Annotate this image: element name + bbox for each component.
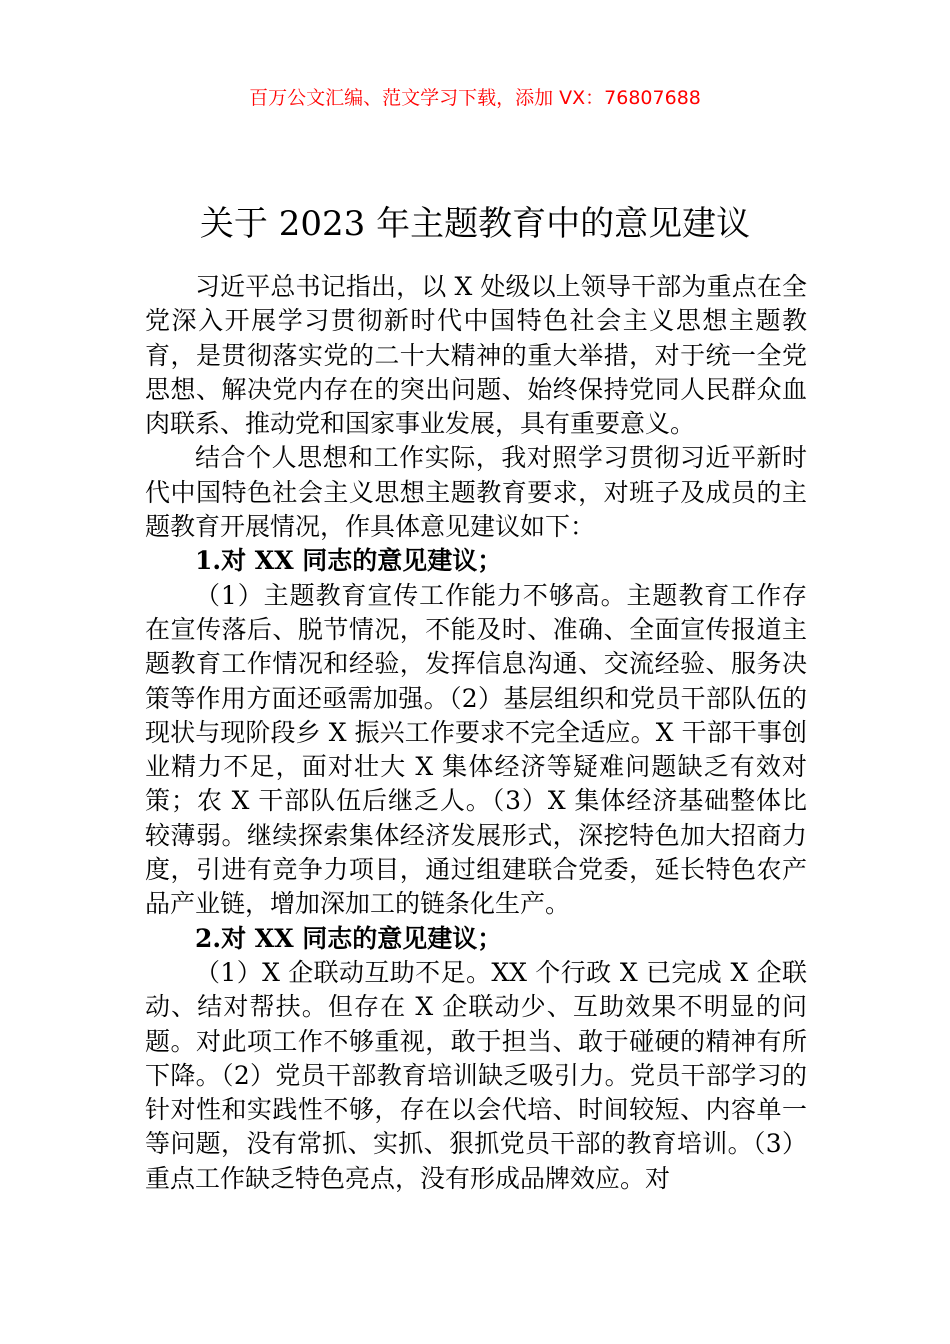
paragraph-suggestions-1: （1）主题教育宣传工作能力不够高。主题教育工作存在宣传落后、脱节情况，不能及时、准确、全面宣传报道主题教育工作情况和经验，发挥信息沟通、交流经验、服务决策等作用方面还亟需加强。（2）基层组织和党员干部队伍的现状与现阶段乡 X 振兴工作要求不完全适应。X 干部干事创业精力不足，面对壮大 X 集体经济等疑难问题缺乏有效对策；农 X 干部队伍后继乏人。（3）X 集体经济基础整体比较薄弱。继续探索集体经济发展形式，深挖特色加大招商力度，引进有竞争力项目，通过组建联合党委，延长特色农产品产业链，增加深加工的链条化生产。 — [145, 580, 807, 919]
header-watermark-note: 百万公文汇编、范文学习下载，添加 VX：76807688 — [249, 87, 701, 109]
document-body — [145, 270, 807, 1196]
paragraph-context: 结合个人思想和工作实际，我对照学习贯彻习近平新时代中国特色社会主义思想主题教育要求，对班子及成员的主题教育开展情况，作具体意见建议如下： — [145, 443, 807, 542]
paragraph-intro: 习近平总书记指出，以 X 处级以上领导干部为重点在全党深入开展学习贯彻新时代中国特色社会主义思想主题教育，是贯彻落实党的二十大精神的重大举措，对于统一全党思想、解决党内存在的突出问题、始终保持党同人民群众血肉联系、推动党和国家事业发展，具有重要意义。 — [145, 272, 807, 439]
paragraph-suggestions-2: （1）X 企联动互助不足。XX 个行政 X 已完成 X 企联动、结对帮扶。但存在 X 企联动少、互助效果不明显的问题。对此项工作不够重视，敢于担当、敢于碰硬的精神有所下降。（2）党员干部教育培训缺乏吸引力。党员干部学习的针对性和实践性不够，存在以会代培、时间较短、内容单一等问题，没有常抓、实抓、狠抓党员干部的教育培训。（3）重点工作缺乏特色亮点，没有形成品牌效应。对 — [145, 957, 807, 1193]
subheading-1: 1.对 XX 同志的意见建议； — [195, 546, 503, 576]
subheading-2: 2.对 XX 同志的意见建议； — [195, 923, 503, 953]
document-title: 关于 2023 年主题教育中的意见建议 — [199, 203, 751, 244]
